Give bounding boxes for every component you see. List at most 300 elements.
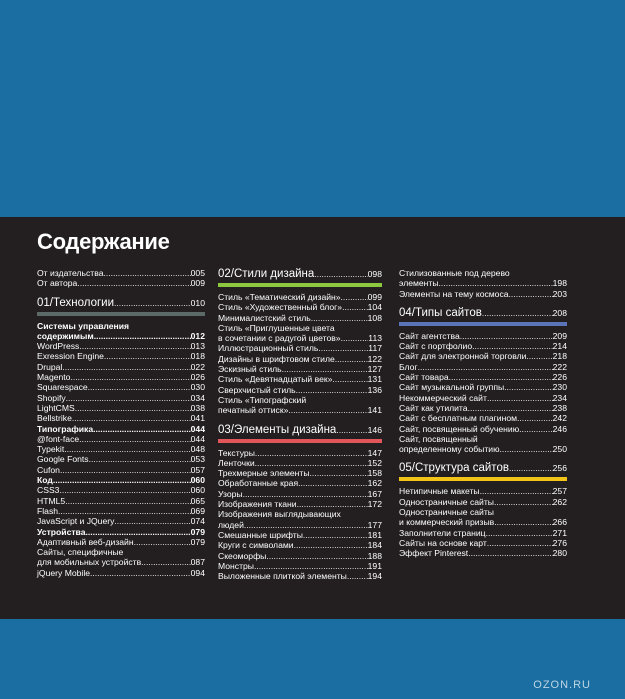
toc-entry-title: Одностраничные сайты xyxy=(399,507,494,518)
toc-entry-page: 191 xyxy=(367,560,382,571)
section-bar-styles xyxy=(218,283,382,287)
toc-entry xyxy=(218,333,382,343)
toc-entry xyxy=(218,499,382,509)
section-heading-tech: 01/Технологии ..... 010 xyxy=(37,297,205,310)
toc-entry-title: печатный оттиск» xyxy=(218,405,289,416)
toc-entry xyxy=(37,516,205,526)
toc-entry-title: для мобильных устройств xyxy=(37,557,142,568)
toc-entry-title: Стиль «Художественный блог» xyxy=(218,302,343,313)
toc-entry-page: 113 xyxy=(368,333,382,344)
toc-entry-page: 060 xyxy=(190,485,205,496)
toc-entry xyxy=(399,268,567,278)
toc-entry xyxy=(399,548,567,558)
dot-leader xyxy=(288,405,367,415)
toc-entry xyxy=(218,540,382,550)
toc-entry-page: 198 xyxy=(552,278,567,289)
toc-entry-page: 044 xyxy=(190,433,205,444)
dot-leader xyxy=(517,413,553,423)
section-bar-tech xyxy=(37,312,205,316)
toc-entry-title: Bellstrike xyxy=(37,413,72,424)
intro-list xyxy=(37,268,205,289)
toc-entry xyxy=(399,362,567,372)
toc-entry-title: Эскизный стиль xyxy=(218,364,282,375)
toc-entry xyxy=(399,351,567,361)
toc-entry xyxy=(37,403,205,413)
dot-leader xyxy=(88,382,191,392)
dot-leader xyxy=(310,468,368,478)
toc-entry-page: 246 xyxy=(552,423,567,434)
toc-entry xyxy=(37,321,205,331)
toc-entry-title: элементы xyxy=(399,278,439,289)
toc-entry xyxy=(218,448,382,458)
dot-leader xyxy=(58,506,191,516)
toc-entry-title: Код xyxy=(37,475,53,486)
dot-leader xyxy=(114,516,190,526)
dot-leader xyxy=(255,458,368,468)
toc-entry-title: Монстры xyxy=(218,560,254,571)
section-bar-structure xyxy=(399,477,567,481)
toc-entry-page: 041 xyxy=(190,413,205,424)
toc-entry-page: 167 xyxy=(367,488,382,499)
dot-leader xyxy=(504,382,553,392)
dot-leader xyxy=(254,561,368,571)
dot-leader xyxy=(439,278,553,288)
toc-entry-title: Сайт для электронной торговли xyxy=(399,351,527,362)
toc-entry xyxy=(218,385,382,395)
toc-entry-page: 005 xyxy=(190,268,205,278)
toc-entry-title: Изображения ткани xyxy=(218,499,297,510)
toc-entry-page: 162 xyxy=(367,478,382,489)
dot-leader xyxy=(294,540,368,550)
toc-entry-page: 012 xyxy=(190,330,205,341)
toc-entry-title: Shopify xyxy=(37,392,66,403)
dot-leader xyxy=(472,341,553,351)
toc-entry-page: 131 xyxy=(367,374,382,385)
toc-entry xyxy=(399,403,567,413)
toc-entry-page: 074 xyxy=(190,516,205,527)
toc-entry-page: 271 xyxy=(552,527,567,538)
dot-leader xyxy=(266,551,367,561)
toc-entry xyxy=(218,302,382,312)
toc-entry xyxy=(399,278,567,288)
dot-leader xyxy=(318,343,368,353)
toc-entry xyxy=(218,395,382,405)
toc-entry-page: 276 xyxy=(552,537,567,548)
toc-entry-page: 203 xyxy=(552,288,567,299)
toc-entry-title: jQuery Mobile xyxy=(37,567,91,578)
toc-entry-page: 053 xyxy=(190,454,205,465)
toc-entry xyxy=(37,557,205,567)
toc-entry-page: 104 xyxy=(367,302,382,313)
dot-leader xyxy=(335,354,368,364)
toc-entry-page: 234 xyxy=(552,392,567,403)
section-heading-elements: 03/Элементы дизайна ..... 146 xyxy=(218,424,382,437)
toc-entry-title: Стиль «Тематический дизайн» xyxy=(218,292,341,302)
toc-entry xyxy=(218,323,382,333)
toc-entry-page: 257 xyxy=(552,486,567,497)
toc-entry-title: Узоры xyxy=(218,488,243,499)
toc-column-1 xyxy=(37,268,205,578)
toc-entry xyxy=(37,362,205,372)
toc-entry-title: Одностраничные сайты xyxy=(399,496,494,507)
toc-entry-title: Сайт с бесплатным плагином xyxy=(399,413,518,424)
toc-entry xyxy=(37,496,205,506)
toc-entry xyxy=(37,351,205,361)
toc-entry-title: LightCMS xyxy=(37,402,75,413)
dot-leader xyxy=(487,393,553,403)
toc-entry-page: 057 xyxy=(190,464,205,475)
dot-leader xyxy=(347,571,368,581)
toc-entry-page: 094 xyxy=(190,567,205,578)
toc-entry-title: Трехмерные элементы xyxy=(218,468,310,479)
toc-entry-title: Скеоморфы xyxy=(218,550,267,561)
toc-entry xyxy=(218,489,382,499)
toc-entry-page: 222 xyxy=(552,361,567,372)
cover-bottom xyxy=(0,619,625,699)
toc-entry-page: 141 xyxy=(367,405,382,416)
toc-entry-title: Стилизованные под дерево xyxy=(399,268,510,278)
toc-entry-title: JavaScript и JQuery xyxy=(37,516,115,527)
dot-leader xyxy=(72,413,191,423)
toc-entry-page: 079 xyxy=(190,526,205,537)
section-heading-styles: 02/Стили дизайна ..... 098 xyxy=(218,268,382,281)
toc-entry-page: 018 xyxy=(190,351,205,362)
toc-entry xyxy=(37,547,205,557)
toc-entry-title: Сайт как утилита xyxy=(399,402,468,413)
dot-leader xyxy=(53,475,191,485)
toc-entry-page: 108 xyxy=(367,312,382,323)
dot-leader xyxy=(494,497,553,507)
toc-entry-title: и коммерческий призыв xyxy=(399,517,495,528)
toc-entry-page: 022 xyxy=(190,361,205,372)
toc-entry-title: @font-face xyxy=(37,433,80,444)
toc-entry xyxy=(37,393,205,403)
toc-entry-title: Сайт агентства xyxy=(399,330,460,341)
dot-leader xyxy=(494,517,552,527)
toc-entry-title: Сайты, специфичные xyxy=(37,547,124,558)
toc-entry-title: Google Fonts xyxy=(37,454,89,465)
toc-entry-page: 136 xyxy=(367,384,382,395)
toc-entry xyxy=(37,465,205,475)
toc-entry-page: 069 xyxy=(190,505,205,516)
toc-entry-title: CSS3 xyxy=(37,485,60,496)
toc-entry xyxy=(399,289,567,299)
dot-leader xyxy=(104,351,191,361)
dot-leader xyxy=(303,530,368,540)
toc-entry xyxy=(399,486,567,496)
toc-entry xyxy=(399,528,567,538)
toc-entry-page: 009 xyxy=(190,278,205,289)
toc-entry-title: Сайт товара xyxy=(399,372,449,383)
toc-entry-title: определенному событию xyxy=(399,444,500,455)
toc-entry xyxy=(37,475,205,485)
toc-entry xyxy=(218,313,382,323)
dot-leader xyxy=(141,557,190,567)
contents-panel xyxy=(0,217,625,619)
toc-entry xyxy=(218,530,382,540)
dot-leader xyxy=(70,372,190,382)
toc-entry xyxy=(399,424,567,434)
toc-entry-page: 030 xyxy=(190,382,205,393)
dot-leader xyxy=(244,520,368,530)
toc-entry xyxy=(399,434,567,444)
dot-leader xyxy=(487,538,553,548)
toc-entry xyxy=(37,331,205,341)
dot-leader xyxy=(311,313,368,323)
toc-entry-page: 218 xyxy=(552,351,567,362)
toc-entry xyxy=(218,468,382,478)
toc-entry-title: Magento xyxy=(37,372,71,383)
toc-entry-title: Обработанные края xyxy=(218,478,299,489)
toc-entry-title: Стиль «Девятнадцатый век» xyxy=(218,374,333,385)
dot-leader xyxy=(468,403,553,413)
toc-entry-title: Эффект Pinterest xyxy=(399,548,469,559)
dot-leader xyxy=(296,385,368,395)
dot-leader xyxy=(298,478,368,488)
toc-entry-title: содержимым xyxy=(37,330,94,341)
toc-entry-title: Cufon xyxy=(37,464,60,475)
toc-entry xyxy=(37,424,205,434)
dot-leader xyxy=(64,444,190,454)
toc-entry-title: Сайт, посвященный xyxy=(399,433,478,444)
dot-leader xyxy=(297,499,368,509)
toc-entry-title: Минималистский стиль xyxy=(218,312,311,323)
toc-entry-title: в сочетании с радугой цветов» xyxy=(218,333,341,344)
structure-list xyxy=(399,486,567,558)
toc-entry-title: Смешанные шрифты xyxy=(218,529,303,540)
toc-entry-title: Сайты на основе карт xyxy=(399,537,487,548)
toc-entry xyxy=(218,561,382,571)
toc-entry-page: 262 xyxy=(552,496,567,507)
toc-entry-page: 065 xyxy=(190,495,205,506)
toc-entry-title: Сайт, посвященный обучению xyxy=(399,423,520,434)
toc-entry xyxy=(218,458,382,468)
toc-entry xyxy=(399,497,567,507)
toc-entry-page: 209 xyxy=(552,330,567,341)
toc-column-2 xyxy=(218,268,382,581)
toc-entry-page: 238 xyxy=(552,402,567,413)
toc-entry-page: 099 xyxy=(367,292,382,302)
toc-entry xyxy=(218,364,382,374)
toc-entry xyxy=(218,405,382,415)
toc-entry-page: 266 xyxy=(552,517,567,528)
dot-leader xyxy=(60,465,191,475)
toc-entry xyxy=(37,506,205,516)
toc-entry xyxy=(218,374,382,384)
dot-leader xyxy=(526,351,552,361)
toc-entry-page: 194 xyxy=(367,571,382,582)
toc-entry-page: 250 xyxy=(552,444,567,455)
toc-entry-page: 013 xyxy=(190,341,205,352)
toc-entry-page: 188 xyxy=(367,550,382,561)
dot-leader xyxy=(342,302,368,312)
toc-entry-title: Стиль «Приглушенные цвета xyxy=(218,322,335,333)
styles-list xyxy=(218,292,382,416)
toc-entry xyxy=(37,434,205,444)
toc-entry xyxy=(399,331,567,341)
toc-entry-title: Drupal xyxy=(37,361,63,372)
toc-entry xyxy=(399,517,567,527)
toc-entry-title: Иллюстрационный стиль xyxy=(218,343,319,354)
toc-entry-title: Сверхчистый стиль xyxy=(218,384,296,395)
dot-leader xyxy=(75,403,191,413)
toc-entry-title: Изображения выглядывающих xyxy=(218,509,341,520)
toc-column-3 xyxy=(399,268,567,559)
toc-entry-page: 127 xyxy=(367,364,382,375)
toc-entry-page: 177 xyxy=(367,519,382,530)
cover-top xyxy=(0,0,625,217)
dot-leader xyxy=(418,362,553,372)
toc-entry-title: Блог xyxy=(399,361,418,372)
dot-leader xyxy=(65,496,190,506)
toc-entry-page: 060 xyxy=(190,475,205,486)
dot-leader xyxy=(486,528,553,538)
dot-leader xyxy=(79,434,190,444)
toc-entry-title: Нетипичные макеты xyxy=(399,486,480,497)
toc-entry-title: Сайт музыкальной группы xyxy=(399,382,505,393)
dot-leader xyxy=(59,485,190,495)
toc-entry-title: HTML5 xyxy=(37,495,66,506)
toc-entry-page: 087 xyxy=(190,557,205,568)
toc-entry-page: 117 xyxy=(368,343,382,354)
toc-entry-page: 147 xyxy=(367,447,382,458)
toc-entry-title: Некоммерческий сайт xyxy=(399,392,487,403)
toc-entry-title: Дизайны в шрифтовом стиле xyxy=(218,353,335,364)
tech-list xyxy=(37,321,205,578)
dot-leader xyxy=(460,331,553,341)
toc-entry xyxy=(399,538,567,548)
section-heading-structure: 05/Структура сайтов ..... 256 xyxy=(399,462,567,475)
section-bar-elements xyxy=(218,439,382,443)
dot-leader xyxy=(519,424,552,434)
dot-leader xyxy=(103,268,190,278)
toc-entry xyxy=(218,354,382,364)
toc-entry xyxy=(37,341,205,351)
toc-entry-page: 034 xyxy=(190,392,205,403)
section-bar-site-types xyxy=(399,322,567,326)
toc-entry xyxy=(218,478,382,488)
section-heading-site-types: 04/Типы сайтов ..... 208 xyxy=(399,307,567,320)
dot-leader xyxy=(243,489,368,499)
toc-entry xyxy=(399,444,567,454)
toc-entry xyxy=(37,278,205,288)
dot-leader xyxy=(480,486,553,496)
toc-entry xyxy=(218,343,382,353)
toc-entry-title: WordPress xyxy=(37,341,80,352)
toc-entry-title: От издательства xyxy=(37,268,104,278)
toc-entry-page: 172 xyxy=(367,499,382,510)
toc-entry-page: 184 xyxy=(367,540,382,551)
toc-entry-title: Устройства xyxy=(37,526,86,537)
toc-entry-page: 026 xyxy=(190,372,205,383)
toc-entry-page: 158 xyxy=(367,468,382,479)
toc-entry-title: Элементы на тему космоса xyxy=(399,288,509,299)
toc-entry-title: Системы управления xyxy=(37,320,130,331)
toc-entry-page: 122 xyxy=(367,353,382,364)
toc-entry xyxy=(37,568,205,578)
ozon-watermark: OZON.RU xyxy=(533,679,591,691)
toc-entry-title: Typekit xyxy=(37,444,65,455)
toc-entry-page: 152 xyxy=(367,457,382,468)
dot-leader xyxy=(79,341,190,351)
toc-entry-title: Flash xyxy=(37,505,59,516)
toc-entry xyxy=(399,382,567,392)
toc-entry xyxy=(218,520,382,530)
toc-entry-page: 038 xyxy=(190,402,205,413)
toc-entry xyxy=(37,485,205,495)
dot-leader xyxy=(449,372,553,382)
toc-entry-page: 242 xyxy=(552,413,567,424)
toc-entry-title: От автора xyxy=(37,278,78,289)
elements-list xyxy=(218,448,382,582)
toc-entry xyxy=(37,372,205,382)
dot-leader xyxy=(86,527,191,537)
toc-entry xyxy=(218,551,382,561)
dot-leader xyxy=(468,548,552,558)
dot-leader xyxy=(500,444,553,454)
toc-entry-title: Ленточки xyxy=(218,457,255,468)
toc-entry-page: 280 xyxy=(552,548,567,559)
dot-leader xyxy=(341,292,368,302)
toc-entry-page: 044 xyxy=(190,423,205,434)
dot-leader xyxy=(509,289,553,299)
toc-entry xyxy=(399,341,567,351)
dot-leader xyxy=(90,568,191,578)
toc-entry-title: Exression Engine xyxy=(37,351,104,362)
toc-entry-title: Выложенные плиткой элементы xyxy=(218,571,347,582)
dot-leader xyxy=(94,331,191,341)
toc-entry xyxy=(37,413,205,423)
dot-leader xyxy=(93,424,191,434)
dot-leader xyxy=(341,333,369,343)
toc-entry-page: 226 xyxy=(552,372,567,383)
toc-entry xyxy=(37,382,205,392)
elements-cont-list xyxy=(399,268,567,299)
dot-leader xyxy=(89,454,191,464)
dot-leader xyxy=(332,374,367,384)
toc-entry-page: 230 xyxy=(552,382,567,393)
toc-entry xyxy=(399,507,567,517)
dot-leader xyxy=(66,393,191,403)
toc-entry xyxy=(218,509,382,519)
toc-entry-page: 048 xyxy=(190,444,205,455)
page-title: Содержание xyxy=(37,229,170,254)
toc-entry-title: Заполнители страниц xyxy=(399,527,486,538)
toc-entry-title: людей xyxy=(218,519,244,530)
toc-entry xyxy=(399,393,567,403)
toc-entry-page: 181 xyxy=(367,529,382,540)
toc-entry xyxy=(218,292,382,302)
toc-entry-title: Стиль «Типографский xyxy=(218,394,307,405)
toc-entry xyxy=(399,413,567,423)
toc-entry xyxy=(37,268,205,278)
dot-leader xyxy=(282,364,368,374)
toc-entry-title: Круги с символами xyxy=(218,540,294,551)
toc-entry xyxy=(218,571,382,581)
toc-entry-title: Сайт с портфолио xyxy=(399,341,473,352)
dot-leader xyxy=(255,448,368,458)
site-types-list xyxy=(399,331,567,455)
toc-entry-page: 214 xyxy=(552,341,567,352)
dot-leader xyxy=(77,278,190,288)
toc-entry xyxy=(37,444,205,454)
toc-entry-page: 079 xyxy=(190,536,205,547)
toc-entry xyxy=(399,372,567,382)
toc-entry xyxy=(37,537,205,547)
toc-entry-title: Squarespace xyxy=(37,382,88,393)
toc-entry-title: Типографика xyxy=(37,423,94,434)
toc-entry-title: Текстуры xyxy=(218,447,255,458)
